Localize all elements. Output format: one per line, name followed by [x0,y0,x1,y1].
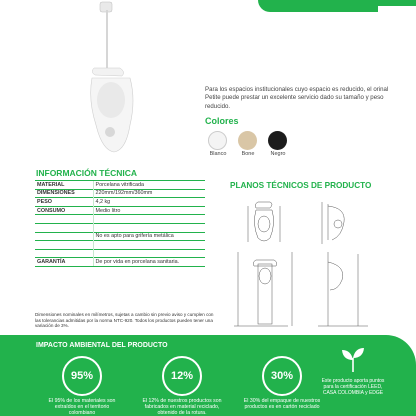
row-value [93,249,205,258]
table-row [35,181,205,190]
impact-text-95: El 95% de los materiales son extraídos en el territorio colombiano [48,398,116,416]
impact-title: IMPACTO AMBIENTAL DEL PRODUCTO [36,342,168,349]
row-value: No es apto para grifería metálica [93,232,205,241]
swatch-label-negro: Negro [270,151,286,157]
row-value: De por vida en porcelana sanitaria. [93,258,205,267]
intro-paragraph: Para los espacios institucionales cuyo espacio es reducido, el orinal Petite puede prestar un excelente servicio dado su tamaño y peso reducido. [205,86,389,110]
impact-badge-95: 95% [62,356,102,396]
row-key: DIMENSIONES [35,189,93,198]
info-tecnica-title: INFORMACIÓN TÉCNICA [36,168,138,178]
planos-title: PLANOS TÉCNICOS DE PRODUCTO [230,181,372,190]
impact-badge-30: 30% [262,356,302,396]
info-tecnica-table [35,180,205,267]
row-key: GARANTÍA [35,258,93,267]
row-value: Medio litro [93,206,205,215]
swatch-blanco [208,131,227,150]
row-key [35,223,93,232]
row-value [93,215,205,224]
table-row [35,258,205,267]
row-value: 220mm/192mm/360mm [93,189,205,198]
table-row [35,206,205,215]
row-key [35,232,93,241]
row-key [35,215,93,224]
table-row [35,215,205,224]
impact-text-30: El 30% del empaque de nuestros productos es en cartón reciclado [243,398,321,411]
swatch-label-blanco: Blanco [209,151,227,157]
row-key: CONSUMO [35,206,93,215]
swatch-negro [268,131,287,150]
row-value [93,223,205,232]
table-row [35,241,205,250]
technical-drawings [218,194,388,334]
impact-badge-12: 12% [162,356,202,396]
impact-text-12: El 12% de nuestros productos son fabricados en material reciclado, obtenido de la rotura. [142,398,222,416]
table-row [35,249,205,258]
dimensions-note: Dimensiones nominales en milímetros, sujetas a cambio sin previo aviso y cumplen con las tolerancias admitidas por la norma NTC-920. Todos los productos pueden tener una variación de 3%. [35,312,214,329]
header-green-band-strip [300,0,416,6]
row-value [93,241,205,250]
table-row [35,232,205,241]
row-key [35,249,93,258]
row-key: MATERIAL [35,181,93,190]
colors-title: Colores [205,116,239,126]
sprout-icon [338,344,368,374]
row-key [35,241,93,250]
row-value: 4,2 kg [93,198,205,207]
table-row [35,198,205,207]
swatch-label-bone: Bone [241,151,255,157]
leed-certification-text: Este producto aporta puntos para la certificación LEED, CASA COLOMBIA y EDGE [321,378,385,396]
row-value: Porcelana vitrificada [93,181,205,190]
row-key: PESO [35,198,93,207]
swatch-bone [238,131,257,150]
urinal-product-image [70,0,180,160]
table-row [35,189,205,198]
table-row [35,223,205,232]
